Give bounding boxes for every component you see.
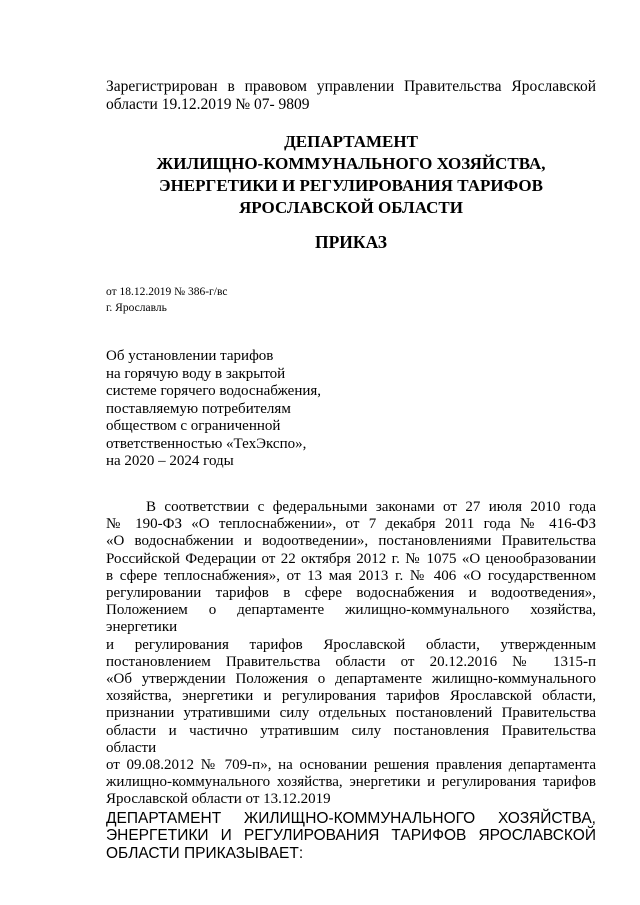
body-line: Положением о департаменте жилищно-коммунального хозяйства, энергетики	[106, 602, 596, 636]
body-line: в сфере теплоснабжения», от 13 мая 2013 г. № 406 «О государственном	[106, 567, 596, 584]
order-date-number: от 18.12.2019 № 386-г/вс	[106, 286, 228, 298]
body-line: от 09.08.2012 № 709-п», на основании решения правления департамента	[106, 757, 596, 774]
registration-line: области 19.12.2019 № 07- 9809	[106, 96, 310, 113]
body-line: № 190-ФЗ «О теплоснабжении», от 7 декабря 2011 года № 416-ФЗ	[106, 516, 596, 533]
body-line: В соответствии с федеральными законами от 27 июля 2010 года	[146, 499, 596, 515]
header-line: ДЕПАРТАМЕНТ	[284, 132, 418, 151]
body-line: «О водоснабжении и водоотведении», постановлениями Правительства	[106, 533, 596, 550]
directive-line: ДЕПАРТАМЕНТ ЖИЛИЩНО-КОММУНАЛЬНОГО ХОЗЯЙСТВА,	[106, 809, 596, 827]
body-line: жилищно-коммунального хозяйства, энергетики и регулирования тарифов	[106, 774, 596, 791]
subject-line: на горячую воду в закрытой	[106, 365, 286, 382]
department-header	[106, 131, 596, 219]
body-line: признании утратившими силу отдельных постановлений Правительства	[106, 705, 596, 722]
header-line: ЭНЕРГЕТИКИ И РЕГУЛИРОВАНИЯ ТАРИФОВ	[159, 176, 543, 195]
order-title: ПРИКАЗ	[314, 232, 388, 252]
body-line: «Об утверждении Положения о департаменте жилищно-коммунального	[106, 671, 596, 688]
registration-note	[106, 78, 596, 114]
order-meta	[106, 284, 596, 316]
subject-line: поставляемую потребителям	[106, 400, 291, 417]
header-line: ЯРОСЛАВСКОЙ ОБЛАСТИ	[239, 198, 463, 217]
directive-line: ОБЛАСТИ ПРИКАЗЫВАЕТ:	[106, 844, 304, 862]
body-line: хозяйства, энергетики и регулирования тарифов Ярославской области,	[106, 688, 596, 705]
subject-line: Об установлении тарифов	[106, 348, 274, 364]
order-body	[106, 499, 596, 862]
order-directive	[106, 810, 596, 863]
directive-line: ЭНЕРГЕТИКИ И РЕГУЛИРОВАНИЯ ТАРИФОВ ЯРОСЛАВСКОЙ	[106, 827, 596, 845]
body-line: регулировании тарифов в сфере водоснабжения и водоотведения»,	[106, 585, 596, 602]
registration-line: Зарегистрирован в правовом управлении Правительства Ярославской	[106, 78, 596, 95]
subject-line: на 2020 – 2024 годы	[106, 453, 234, 469]
subject-line: ответственностью «ТехЭкспо»,	[106, 435, 307, 452]
subject-line: обществом с ограниченной	[106, 418, 281, 434]
body-line: области и частично утратившим силу постановления Правительства области	[106, 722, 596, 756]
body-line: Российской Федерации от 22 октября 2012 г. № 1075 «О ценообразовании	[106, 550, 596, 567]
header-line: ЖИЛИЩНО-КОММУНАЛЬНОГО ХОЗЯЙСТВА,	[156, 154, 546, 173]
subject-line: системе горячего водоснабжения,	[106, 383, 322, 399]
order-city: г. Ярославль	[106, 302, 167, 314]
body-line: постановлением Правительства области от 20.12.2016 № 1315-п	[106, 653, 596, 670]
order-subject	[106, 348, 366, 471]
body-line: и регулирования тарифов Ярославской области, утвержденным	[106, 636, 596, 653]
body-line: Ярославской области от 13.12.2019	[106, 791, 331, 808]
